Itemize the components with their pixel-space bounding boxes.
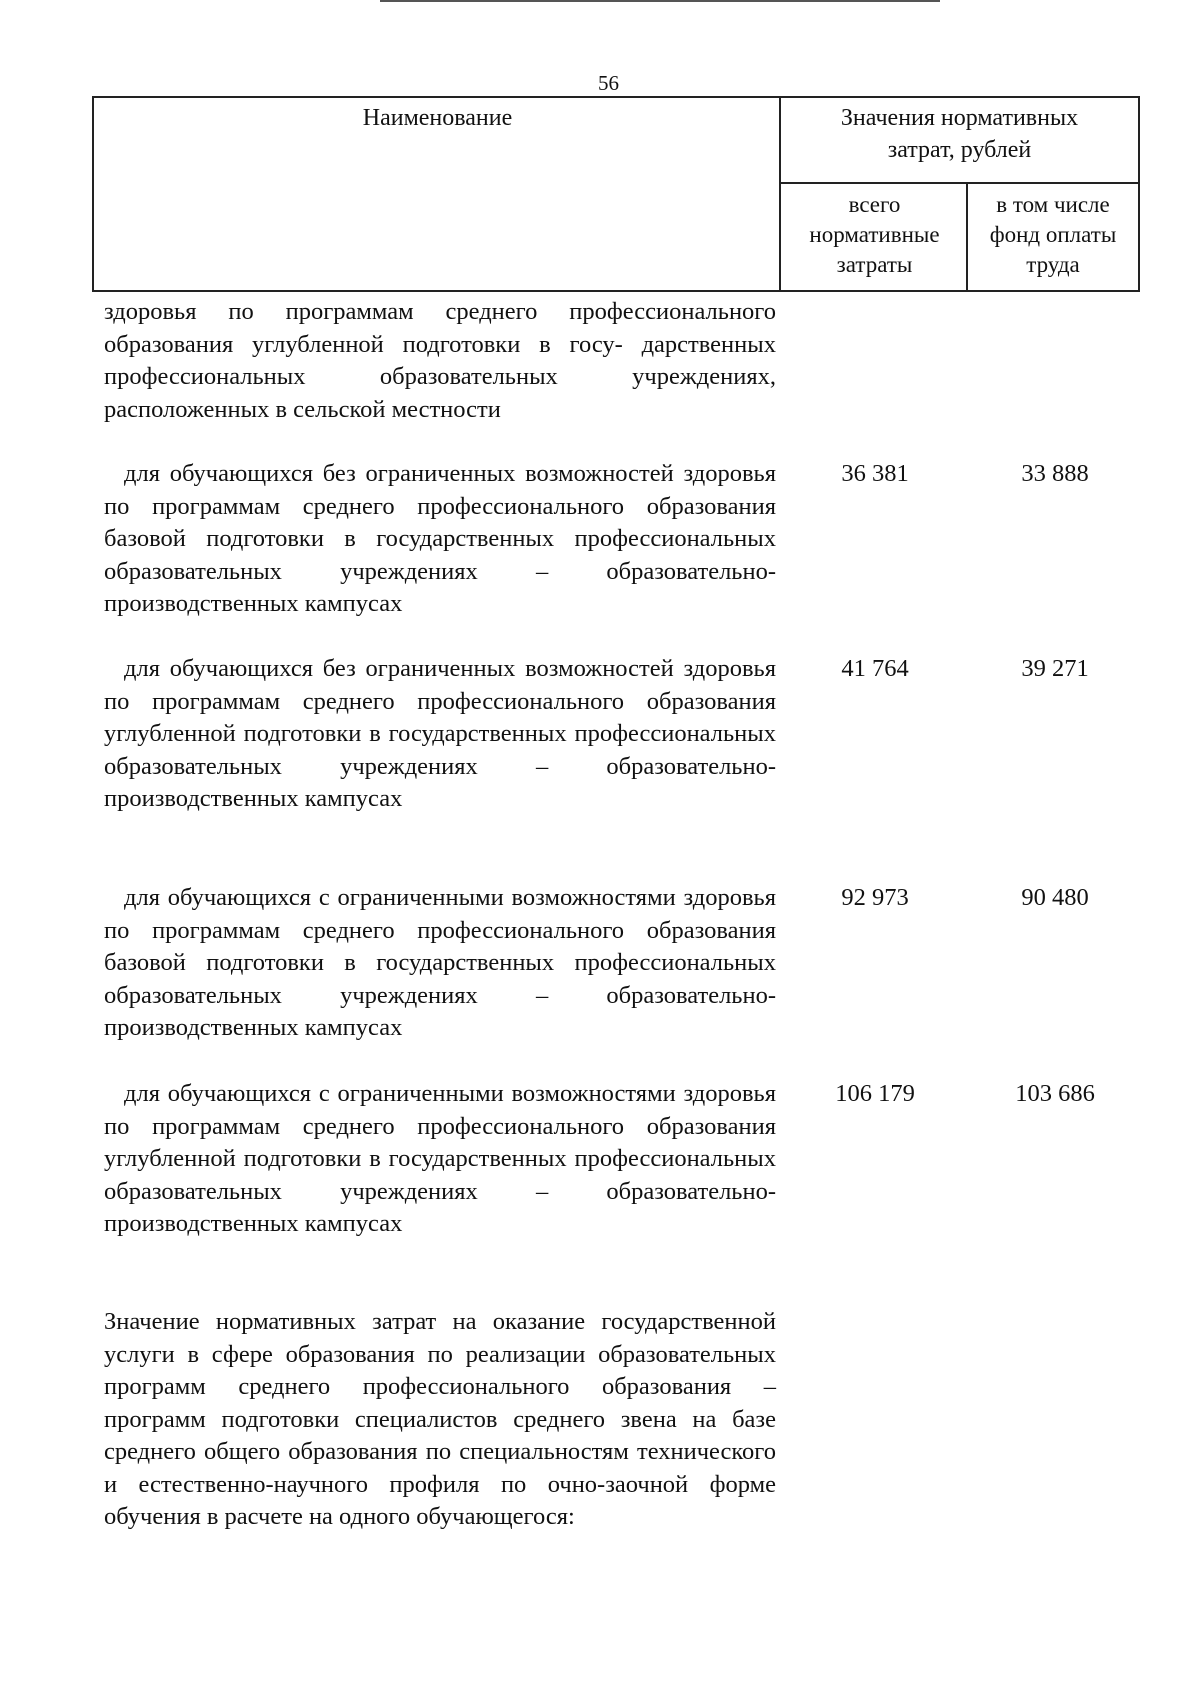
header-values: Значения нормативных затрат, рублей (840, 105, 1079, 163)
header-values-cell (779, 96, 1140, 184)
header-total: всего нормативные затраты (809, 192, 940, 277)
header-fund-cell (966, 182, 1140, 292)
header-name: Наименование (362, 105, 513, 131)
row-total-value: 106 179 (835, 1080, 915, 1107)
row-total-value: 36 381 (841, 460, 909, 487)
row-total-value: 41 764 (841, 655, 909, 682)
row-fund-value: 90 480 (1021, 884, 1089, 911)
row-total-value: 92 973 (841, 884, 909, 911)
row-fund-value: 39 271 (1021, 655, 1089, 682)
row-description: Значение нормативных затрат на оказание государственной услуги в сфере образования по реализации образовательных программ среднего профессионального образования – программ подготовки специалистов среднего звена на базе среднего общего образования по специальностям технического и естественно-научного профиля по очно-заочной форме обучения в расчете на одного обучающегося: (104, 1308, 776, 1530)
row-description: для обучающихся без ограниченных возможностей здоровья по программам среднего профессионального образования углубленной подготовки в государственных профессиональных образовательных учреждениях – образовательно-производственных кампусах (104, 655, 776, 812)
row-description: здоровья по программам среднего профессионального образования углубленной подготовки в госу- дарственных профессиональных образовательных учреждениях, расположенных в сельской местности (104, 298, 776, 423)
row-description: для обучающихся с ограниченными возможностями здоровья по программам среднего профессионального образования углубленной подготовки в государственных профессиональных образовательных учреждениях – образовательно-производственных кампусах (104, 1080, 776, 1237)
row-description: для обучающихся с ограниченными возможностями здоровья по программам среднего профессионального образования базовой подготовки в государственных профессиональных образовательных учреждениях – образовательно-производственных кампусах (104, 884, 776, 1041)
row-description: для обучающихся без ограниченных возможностей здоровья по программам среднего профессионального образования базовой подготовки в государственных профессиональных образовательных учреждениях – образовательно-производственных кампусах (104, 460, 776, 617)
header-name-cell (92, 96, 781, 292)
header-total-cell (779, 182, 968, 292)
row-fund-value: 33 888 (1021, 460, 1089, 487)
page-number: 56 (598, 71, 619, 95)
row-fund-value: 103 686 (1015, 1080, 1095, 1107)
header-fund: в том числе фонд оплаты труда (989, 192, 1117, 277)
top-rule (380, 0, 940, 2)
